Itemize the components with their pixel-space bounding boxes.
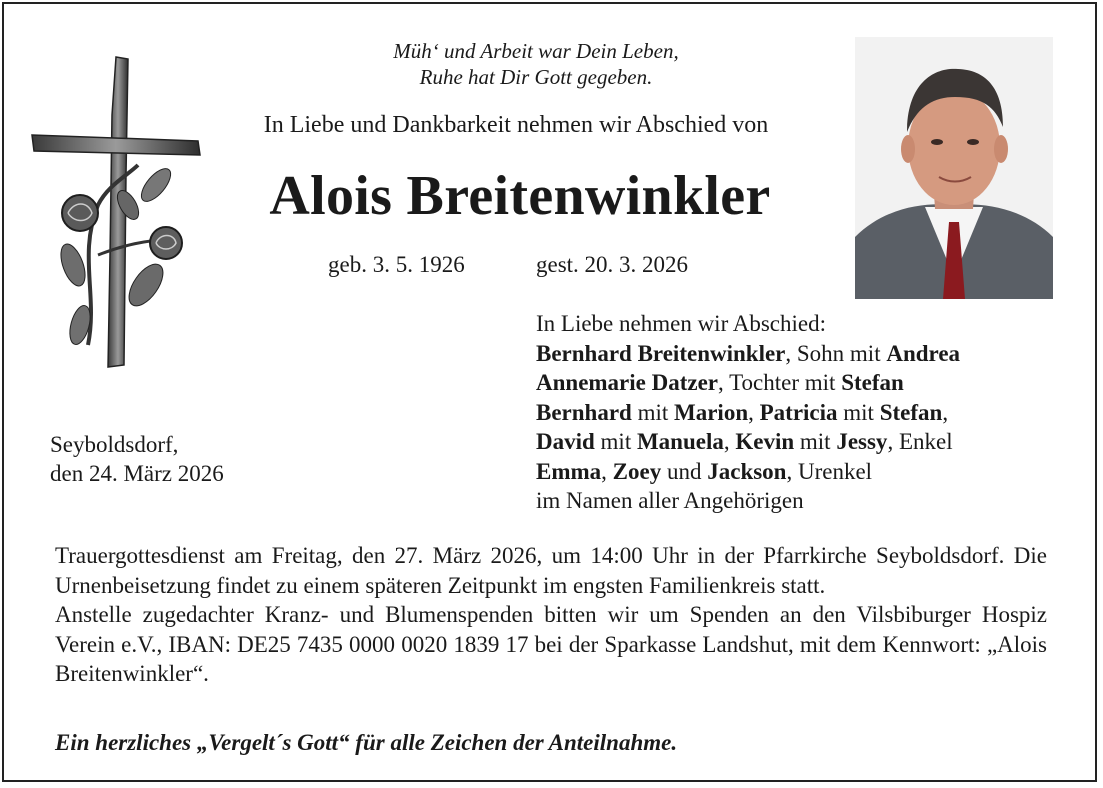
- birth-date: geb. 3. 5. 1926: [328, 252, 465, 277]
- motto-line-1: Müh‘ und Arbeit war Dein Leben,: [393, 39, 679, 63]
- donation-paragraph: Anstelle zugedachter Kranz- und Blumenspenden bitten wir um Spenden an den Vilsbiburger Hospiz Verein e.V., IBAN: DE25 7435 0000 0020 1839 17 bei der Sparkasse Landshut, mit dem Kennwort: „Alois Breitenwinkler“.: [55, 602, 1047, 686]
- mourners-line: Bernhard mit Marion, Patricia mit Stefan,: [536, 399, 949, 425]
- service-paragraph: Trauergottesdienst am Freitag, den 27. März 2026, um 14:00 Uhr in der Pfarrkirche Seyboldsdorf. Die Urnenbeisetzung findet zu einem späteren Zeitpunkt im engsten Familienkreis statt.: [55, 543, 1047, 598]
- place: Seyboldsdorf,: [50, 432, 179, 457]
- mourners-line: Annemarie Datzer, Tochter mit Stefan: [536, 370, 904, 395]
- intro-text: In Liebe und Dankbarkeit nehmen wir Abschied von: [263, 112, 769, 138]
- service-notice: [55, 541, 1047, 689]
- mourners-block: [536, 309, 1076, 516]
- mourners-header: In Liebe nehmen wir Abschied:: [536, 311, 826, 336]
- mourners-line: David mit Manuela, Kevin mit Jessy, Enkel: [536, 429, 953, 454]
- motto-line-2: Ruhe hat Dir Gott gegeben.: [419, 65, 653, 89]
- portrait-photo: [855, 37, 1053, 299]
- thanks-line: Ein herzliches „Vergelt´s Gott“ für alle Zeichen der Anteilnahme.: [55, 730, 678, 755]
- mourners-line: Emma, Zoey und Jackson, Urenkel: [536, 458, 873, 484]
- death-date: gest. 20. 3. 2026: [536, 252, 689, 277]
- deceased-name: Alois Breitenwinkler: [269, 165, 771, 227]
- place-date-block: [50, 430, 224, 488]
- mourners-line: Bernhard Breitenwinkler, Sohn mit Andrea: [536, 340, 961, 366]
- mourners-closing: im Namen aller Angehörigen: [536, 488, 804, 513]
- letter-date: den 24. März 2026: [50, 461, 224, 486]
